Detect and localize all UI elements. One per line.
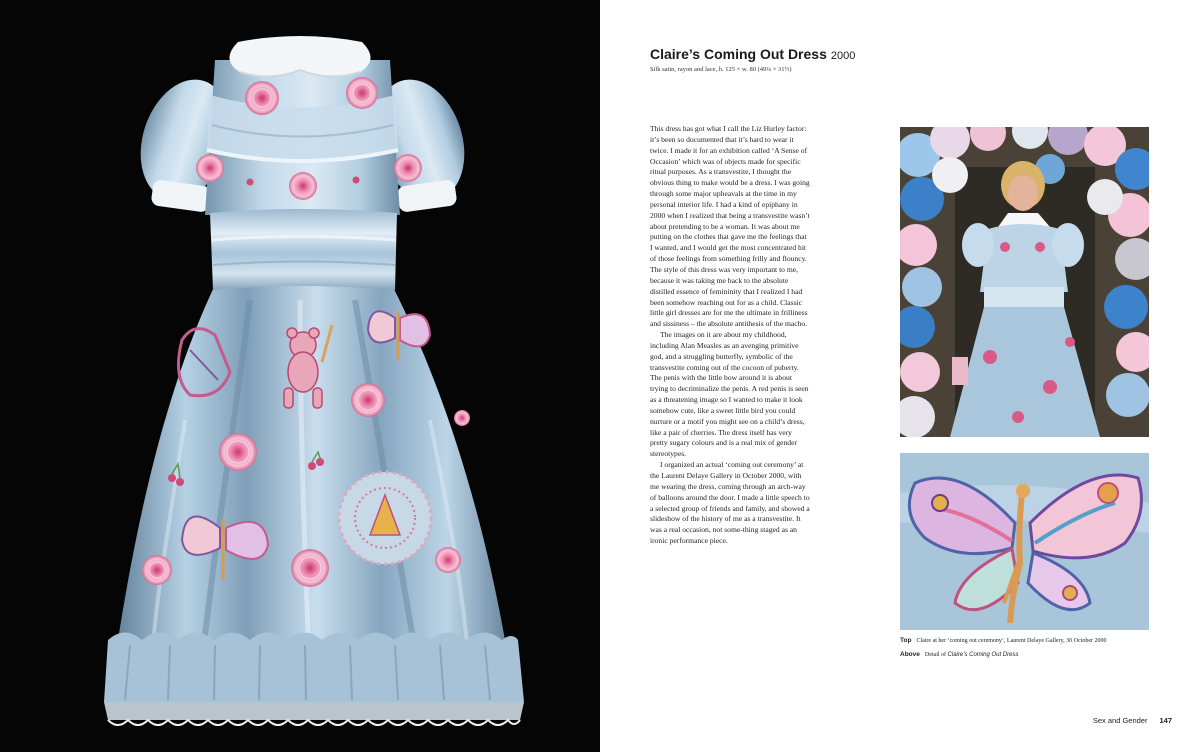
section-name: Sex and Gender: [1092, 716, 1148, 725]
text-page: [600, 0, 1200, 752]
caption-work-title: Claire’s Coming Out Dress: [947, 652, 1019, 658]
butterfly-detail-illustration: [900, 453, 1149, 630]
caption-label: Top: [900, 637, 912, 644]
paragraph: The images on it are about my childhood, including Alan Measles as an avenging primitive god, and a struggling butterfly, symbolic of the transvestite coming out of the cocoon of puberty. The penis with the little bow around it is about trying to decriminalize the penis. A red penis is seen as a threatening image so I wanted to make it look somehow cute, like a sweet little bird you could nurture or a motif you might see on a child’s dress, like a pair of cherries. The dress itself has very pretty sugary colours and is a real mix of gender stereotypes.: [650, 330, 809, 459]
paragraph: This dress has got what I call the Liz Hurley factor: it’s been so documented that it’s hard to wear it twice. I made it for an exhibition called ‘A Sense of Occasion’ which was of objects made for specific ritual purposes. As a transvestite, I thought the obvious thing to make would be a dress. I was going through some major upheavals at the time in my personal interior life. I had a kind of epiphany in 2000 when I realized that being a transvestite wasn’t about pretending to be a woman. It was about me putting on the clothes that gave me the feelings that I wanted, and I would get the most concentrated hit of those feelings from something frilly and flouncy. The style of this dress was very important to me, because it was taking me back to the absolute distilled essence of femininity that I realized I had been somehow reaching out for as a child. Classic little girl dresses are for me the ultimate in frilliness and sissiness – the absolute antithesis of the macho.: [650, 124, 810, 329]
paragraph: I organized an actual ‘coming out ceremony’ at the Laurent Delaye Gallery in October 2000, with me wearing the dress, coming through an arch-way of balloons around the door. I made a little speech to a selected group of friends and family, and showed a slideshow of the history of me as a transvestite. It was a real occasion, not some-thing staged as an ironic performance piece.: [650, 460, 810, 546]
page-number: 147: [1159, 716, 1172, 725]
materials-dimensions: Silk satin, rayon and lace, h. 125 × w. 80 (49¼ × 31½): [650, 66, 792, 73]
running-footer: [1093, 716, 1172, 725]
detail-photo: [900, 453, 1149, 630]
caption-text: Detail of: [924, 652, 948, 658]
ceremony-photo: [900, 127, 1149, 437]
caption-label: Above: [900, 651, 920, 658]
caption-top: [900, 637, 1106, 644]
body-text: [650, 124, 810, 547]
caption-above: [900, 651, 1018, 658]
ceremony-illustration: [900, 127, 1149, 437]
title-year: 2000: [830, 50, 856, 62]
page-title: [650, 46, 855, 62]
caption-text: Claire at her ‘coming out ceremony’, Laurent Delaye Gallery, 30 October 2000: [916, 638, 1107, 644]
title-text: Claire’s Coming Out Dress: [650, 46, 827, 62]
